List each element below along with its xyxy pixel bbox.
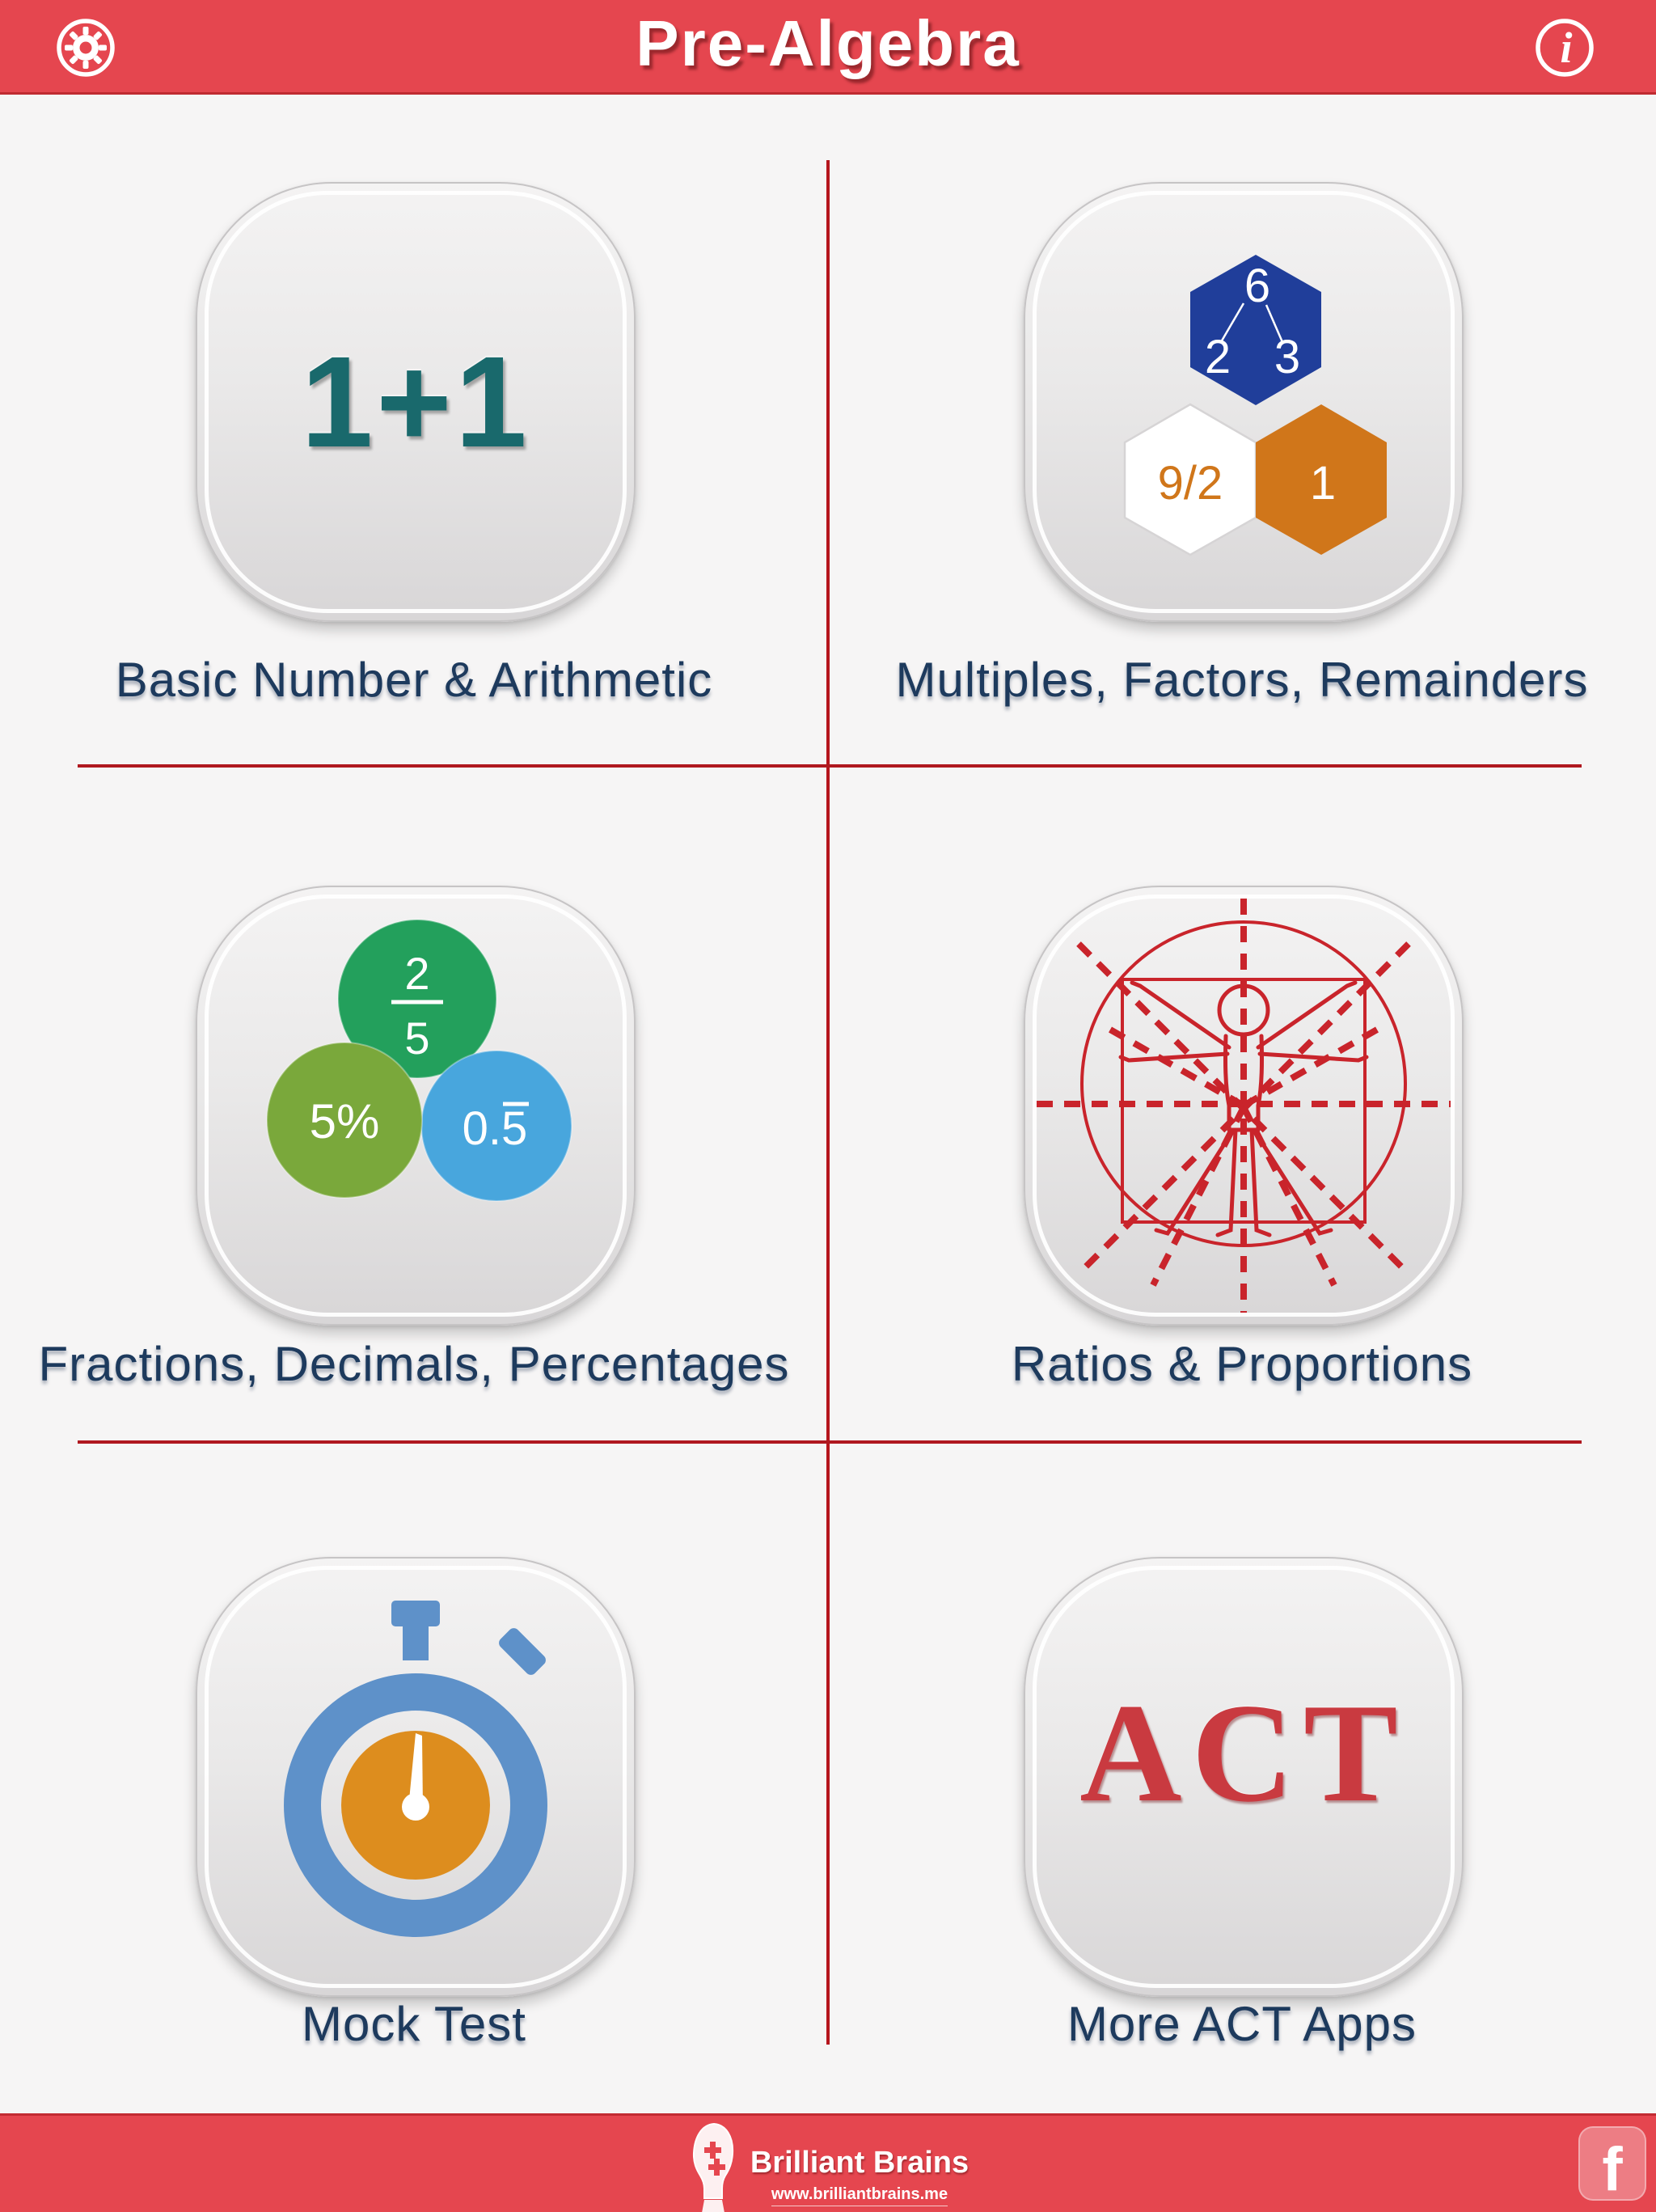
svg-text:6: 6 [1244, 260, 1271, 312]
facebook-icon: f [1602, 2134, 1623, 2204]
info-button[interactable] [1531, 14, 1599, 82]
svg-text:5: 5 [501, 1102, 528, 1155]
label-basic-number-arithmetic: Basic Number & Arithmetic [115, 653, 713, 707]
horizontal-divider-2 [78, 1440, 1582, 1444]
label-multiples-factors-remainders: Multiples, Factors, Remainders [895, 653, 1589, 707]
page-title: Pre-Algebra [636, 7, 1020, 79]
label-ratios-proportions: Ratios & Proportions [1011, 1337, 1473, 1391]
act-logo: ACT [1079, 1673, 1408, 1831]
svg-text:3: 3 [1274, 331, 1301, 383]
gear-icon [52, 71, 120, 85]
header-bar [0, 0, 1656, 95]
brilliant-brains-head-icon [687, 2121, 739, 2212]
svg-text:i: i [1560, 23, 1573, 72]
footer-bar [0, 2113, 1656, 2212]
horizontal-divider-1 [78, 764, 1582, 768]
svg-text:9/2: 9/2 [1157, 457, 1223, 510]
svg-text:2: 2 [1204, 331, 1231, 383]
brand-block [0, 2116, 1656, 2212]
tile-multiples-factors-remainders[interactable] [1024, 182, 1464, 622]
label-more-act-apps: More ACT Apps [1067, 1997, 1417, 2051]
brand-name: Brilliant Brains [750, 2146, 970, 2180]
svg-text:1: 1 [1309, 457, 1337, 510]
settings-button[interactable] [52, 14, 120, 82]
tile-basic-number-arithmetic[interactable] [196, 182, 636, 622]
vertical-divider [826, 160, 830, 2045]
svg-text:2: 2 [404, 948, 430, 999]
facebook-button[interactable] [1578, 2126, 1646, 2204]
tile-mock-test[interactable] [196, 1557, 636, 1997]
label-fractions-decimals-percentages: Fractions, Decimals, Percentages [38, 1337, 790, 1391]
tile-fractions-decimals-percentages[interactable] [196, 886, 636, 1326]
one-plus-one-icon: 1+1 [301, 329, 530, 474]
label-mock-test: Mock Test [302, 1997, 526, 2051]
tile-ratios-proportions[interactable] [1024, 886, 1464, 1326]
brand-website[interactable]: www.brilliantbrains.me [771, 2185, 948, 2206]
info-icon [1531, 23, 1599, 85]
svg-text:5: 5 [404, 1013, 430, 1064]
svg-text:0.: 0. [462, 1102, 501, 1155]
svg-text:5%: 5% [309, 1094, 380, 1148]
tile-more-act-apps[interactable] [1024, 1557, 1464, 1997]
